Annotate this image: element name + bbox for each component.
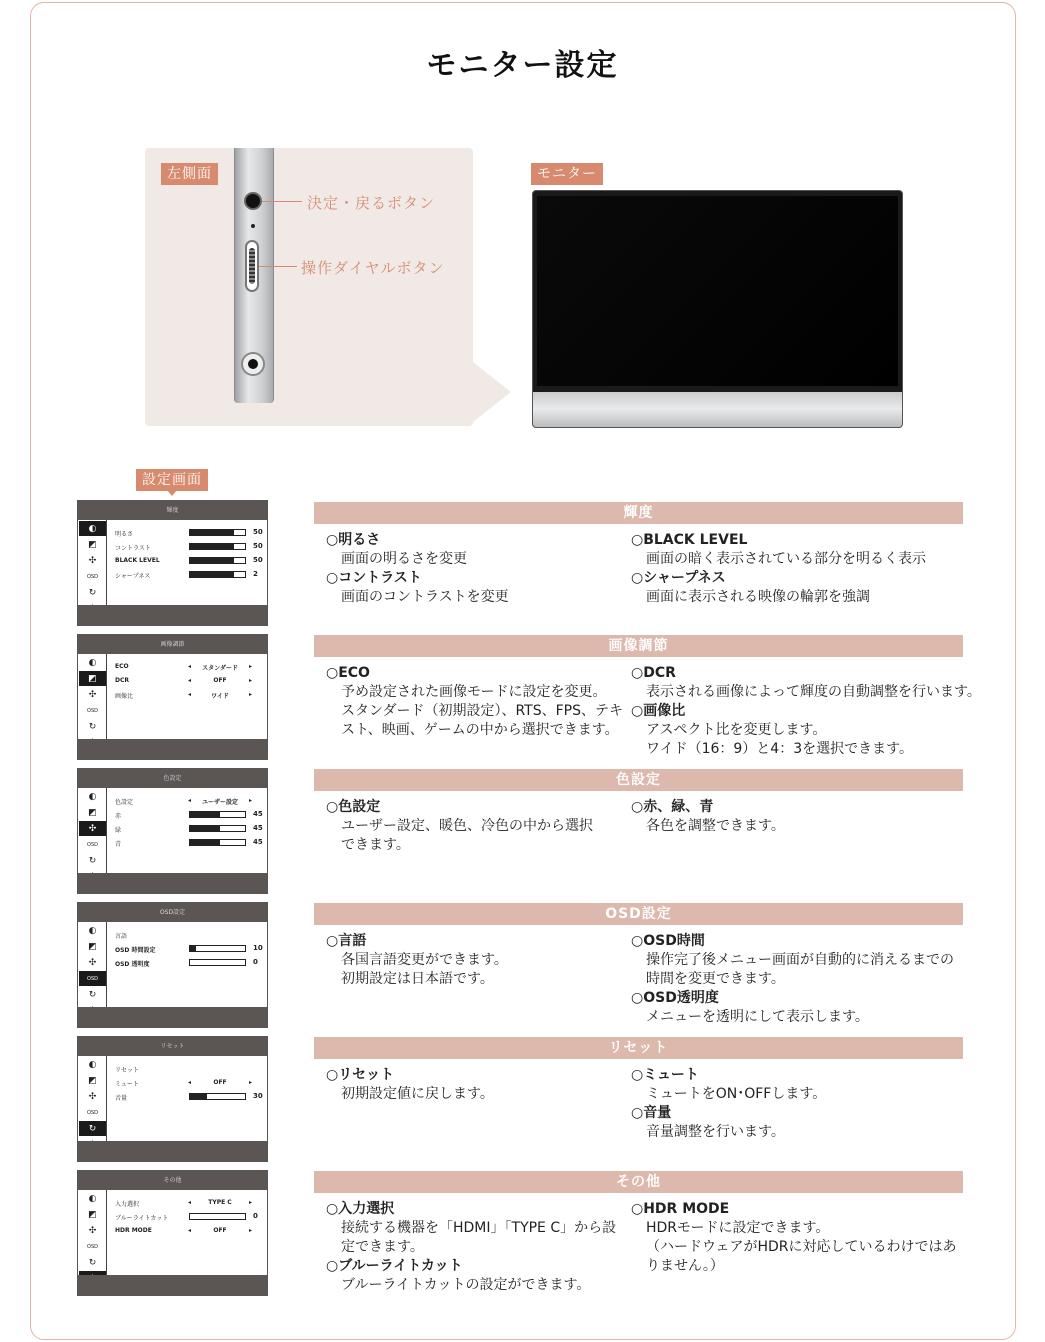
arrow-left-icon: ◂: [188, 1079, 192, 1086]
left-side-panel: [145, 148, 473, 426]
osd-icon-column: [78, 654, 107, 739]
osd-select: [188, 797, 252, 806]
osd-select: [188, 691, 252, 700]
osd-footer: [78, 1141, 267, 1161]
osd-row-label: ブルーライトカット: [115, 1215, 169, 1222]
dial-button-callout: 操作ダイヤルボタン: [301, 259, 445, 277]
osd-icon: OSD: [87, 573, 98, 580]
osd-select: [188, 1227, 252, 1234]
color-icon: ✣: [79, 821, 106, 836]
audio-jack: [241, 352, 265, 376]
setting-description: 音量調整を行います。: [646, 1124, 785, 1140]
osd-value: 45: [253, 824, 263, 832]
osd-footer: [78, 1007, 267, 1027]
setting-name: ○明るさ: [326, 532, 381, 548]
osd-icon-column: [78, 1190, 107, 1275]
osd-icon: OSD: [87, 707, 98, 714]
setting-description: ワイド（16：9）と4：3を選択できます。: [646, 741, 913, 757]
section-left-column: [326, 1066, 626, 1104]
osd-level-bar: [189, 825, 246, 832]
setting-name: ○ECO: [326, 665, 370, 681]
monitor-tag: モニター: [531, 163, 603, 185]
reset-icon: ↻: [88, 587, 97, 598]
setting-description: 定できます。: [341, 1239, 424, 1255]
osd-level-bar: [189, 839, 246, 846]
setting-description: 接続する機器を「HDMI」「TYPE C」から設: [341, 1220, 617, 1236]
color-icon: ✣: [88, 689, 97, 700]
osd-screenshot: [77, 768, 268, 894]
setting-name: ○画像比: [631, 703, 686, 719]
dial-button: [245, 240, 259, 292]
arrow-right-icon: ▸: [248, 663, 252, 670]
osd-value: 50: [253, 528, 263, 536]
osd-select-value: OFF: [213, 1227, 227, 1234]
setting-name: ○言語: [326, 933, 367, 949]
osd-level-fill: [190, 1094, 207, 1099]
osd-row-label: 明るさ: [115, 531, 134, 538]
setting-description: 表示される画像によって輝度の自動調整を行います。: [646, 684, 981, 700]
section-right-column: [631, 798, 981, 836]
osd-row-label: 色設定: [115, 799, 134, 806]
osd-row-label: DCR: [115, 677, 130, 684]
osd-select-value: OFF: [213, 677, 227, 684]
osd-title: 色設定: [78, 769, 267, 788]
setting-description: 予め設定された画像モードに設定を変更。: [341, 684, 607, 700]
image-icon: ◩: [88, 807, 97, 818]
osd-value: 2: [253, 570, 258, 578]
osd-select-value: TYPE C: [208, 1199, 232, 1206]
osd-select: [188, 1079, 252, 1086]
osd-value: 45: [253, 810, 263, 818]
osd-level-fill: [190, 840, 220, 845]
tag-pointer: [166, 489, 178, 496]
arrow-right-icon: ▸: [248, 1079, 252, 1086]
image-icon: ◩: [79, 671, 106, 686]
osd-level-bar: [189, 959, 246, 966]
osd-select-value: ワイド: [211, 693, 229, 700]
arrow-left-icon: ◂: [188, 677, 192, 684]
osd-level-bar: [189, 811, 246, 818]
osd-row-label: BLACK LEVEL: [115, 557, 160, 564]
setting-name: ○色設定: [326, 799, 381, 815]
brightness-icon: ◐: [88, 791, 97, 802]
osd-footer: [78, 739, 267, 759]
image-icon: ◩: [88, 941, 97, 952]
setting-description: りません。）: [646, 1258, 724, 1274]
setting-description: スタンダード（初期設定）、RTS、FPS、テキ: [341, 703, 623, 719]
monitor-illustration: [532, 190, 903, 428]
callout-line: [262, 201, 302, 202]
section-header: その他: [314, 1171, 963, 1193]
osd-level-bar: [189, 529, 246, 536]
page-title: モニター設定: [426, 48, 619, 83]
osd-level-fill: [190, 946, 196, 951]
osd-level-bar: [189, 1213, 246, 1220]
arrow-right-icon: ▸: [248, 691, 252, 698]
osd-level-bar: [189, 571, 246, 578]
setting-description: スト、映画、ゲームの中から選択できます。: [341, 722, 619, 738]
color-icon: ✣: [88, 555, 97, 566]
section-right-column: [631, 932, 981, 1027]
setting-description: 画面の暗く表示されている部分を明るく表示: [646, 551, 926, 567]
osd-row-label: OSD 透明度: [115, 961, 150, 968]
osd-icon-column: [78, 922, 107, 1007]
reset-icon: ↻: [88, 855, 97, 866]
section-left-column: [326, 1200, 626, 1295]
osd-row-label: 音量: [115, 1095, 128, 1102]
osd-row-label: 言語: [115, 933, 128, 940]
osd-row-label: 入力選択: [115, 1201, 140, 1208]
setting-name: ○ブルーライトカット: [326, 1258, 463, 1274]
callout-pointer: [473, 362, 511, 422]
setting-name: ○音量: [631, 1105, 672, 1121]
setting-name: ○OSD透明度: [631, 990, 719, 1006]
section-right-column: [631, 1200, 981, 1276]
monitor-screen: [537, 196, 898, 386]
color-icon: ✣: [88, 1091, 97, 1102]
osd-row-label: ECO: [115, 663, 129, 670]
osd-row-label: リセット: [115, 1067, 139, 1074]
arrow-right-icon: ▸: [248, 1227, 252, 1234]
osd-select-value: OFF: [213, 1079, 227, 1086]
reset-icon: ↻: [88, 1257, 97, 1268]
brightness-icon: ◐: [88, 1059, 97, 1070]
osd-row-label: HDR MODE: [115, 1227, 152, 1234]
section-header: 輝度: [314, 502, 963, 524]
settings-screen-tag: 設定画面: [136, 469, 208, 491]
setting-description: できます。: [341, 837, 410, 853]
osd-value: 0: [253, 1212, 258, 1220]
setting-description: （ハードウェアがHDRに対応しているわけではあ: [646, 1239, 957, 1255]
confirm-button: [244, 192, 262, 210]
section-left-column: [326, 932, 626, 989]
osd-select-value: スタンダード: [202, 665, 238, 672]
setting-name: ○入力選択: [326, 1201, 395, 1217]
section-header: 画像調節: [314, 635, 963, 657]
osd-icon-column: [78, 1056, 107, 1141]
color-icon: ✣: [88, 957, 97, 968]
setting-name: ○HDR MODE: [631, 1201, 730, 1217]
image-icon: ◩: [88, 1209, 97, 1220]
brightness-icon: ◐: [88, 925, 97, 936]
setting-description: アスペクト比を変更します。: [646, 722, 827, 738]
setting-description: HDRモードに設定できます。: [646, 1220, 830, 1236]
setting-description: ブルーライトカットの設定ができます。: [341, 1277, 591, 1293]
arrow-right-icon: ▸: [248, 1199, 252, 1206]
color-icon: ✣: [88, 1225, 97, 1236]
osd-screenshot: [77, 902, 268, 1028]
arrow-left-icon: ◂: [188, 1227, 192, 1234]
osd-select: [188, 663, 252, 672]
section-right-column: [631, 1066, 981, 1142]
setting-description: 初期設定は日本語です。: [341, 971, 494, 987]
osd-icon: OSD: [87, 1109, 98, 1116]
setting-description: ユーザー設定、暖色、冷色の中から選択: [341, 818, 593, 834]
osd-row-label: 赤: [115, 813, 122, 820]
section-left-column: [326, 798, 626, 855]
setting-description: 画面のコントラストを変更: [341, 589, 509, 605]
section-left-column: [326, 531, 626, 607]
osd-value: 10: [253, 944, 263, 952]
osd-icon-column: [78, 788, 107, 873]
callout-line: [259, 266, 297, 267]
section-header: 色設定: [314, 769, 963, 791]
osd-level-fill: [190, 572, 234, 577]
osd-row-label: ミュート: [115, 1081, 139, 1088]
osd-screenshot: [77, 1170, 268, 1296]
setting-name: ○BLACK LEVEL: [631, 532, 748, 548]
osd-footer: [78, 1275, 267, 1295]
osd-value: 45: [253, 838, 263, 846]
setting-description: 初期設定値に戻します。: [341, 1086, 494, 1102]
setting-description: 各色を調整できます。: [646, 818, 785, 834]
section-header: OSD設定: [314, 903, 963, 925]
osd-screenshot: [77, 634, 268, 760]
setting-name: ○シャープネス: [631, 570, 726, 586]
osd-value: 0: [253, 958, 258, 966]
section-right-column: [631, 531, 981, 607]
osd-footer: [78, 605, 267, 625]
section-right-column: [631, 664, 981, 759]
osd-level-bar: [189, 543, 246, 550]
left-side-tag: 左側面: [161, 163, 218, 185]
osd-level-fill: [190, 812, 220, 817]
osd-value: 50: [253, 542, 263, 550]
osd-icon: OSD: [87, 1243, 98, 1250]
osd-title: その他: [78, 1171, 267, 1190]
arrow-left-icon: ◂: [188, 691, 192, 698]
setting-description: 操作完了後メニュー画面が自動的に消えるまでの: [646, 952, 954, 968]
section-header: リセット: [314, 1037, 963, 1059]
osd-level-bar: [189, 1093, 246, 1100]
osd-icon: OSD: [79, 971, 106, 986]
osd-level-fill: [190, 826, 220, 831]
setting-name: ○赤、緑、青: [631, 799, 714, 815]
osd-title: リセット: [78, 1037, 267, 1056]
reset-icon: ↻: [88, 721, 97, 732]
setting-description: 時間を変更できます。: [646, 971, 785, 987]
osd-level-fill: [190, 530, 234, 535]
brightness-icon: ◐: [79, 521, 106, 536]
osd-title: 画像調節: [78, 635, 267, 654]
arrow-left-icon: ◂: [188, 663, 192, 670]
osd-screenshot: [77, 1036, 268, 1162]
osd-title: 輝度: [78, 501, 267, 520]
setting-name: ○OSD時間: [631, 933, 705, 949]
osd-row-label: コントラスト: [115, 545, 151, 552]
osd-row-label: OSD 時間設定: [115, 947, 156, 954]
osd-value: 50: [253, 556, 263, 564]
reset-icon: ↻: [79, 1121, 106, 1136]
image-icon: ◩: [88, 539, 97, 550]
arrow-right-icon: ▸: [248, 797, 252, 804]
osd-value: 30: [253, 1092, 263, 1100]
indicator-led: [251, 224, 255, 228]
osd-screenshot: [77, 500, 268, 626]
setting-description: 画面の明るさを変更: [341, 551, 467, 567]
arrow-right-icon: ▸: [248, 677, 252, 684]
osd-row-label: 青: [115, 841, 122, 848]
setting-name: ○コントラスト: [326, 570, 422, 586]
setting-name: ○ミュート: [631, 1067, 699, 1083]
setting-description: ミュートをON･OFFします。: [646, 1086, 827, 1102]
confirm-button-callout: 決定・戻るボタン: [307, 194, 436, 212]
osd-level-bar: [189, 557, 246, 564]
osd-level-fill: [190, 544, 234, 549]
setting-description: 各国言語変更ができます。: [341, 952, 508, 968]
osd-select: [188, 1199, 252, 1206]
monitor-bezel: [533, 392, 903, 428]
brightness-icon: ◐: [88, 1193, 97, 1204]
arrow-left-icon: ◂: [188, 797, 192, 804]
osd-title: OSD設定: [78, 903, 267, 922]
image-icon: ◩: [88, 1075, 97, 1086]
osd-level-fill: [190, 558, 234, 563]
osd-row-label: 緑: [115, 827, 122, 834]
arrow-left-icon: ◂: [188, 1199, 192, 1206]
setting-description: メニューを透明にして表示します。: [646, 1009, 869, 1025]
setting-description: 画面に表示される映像の輪郭を強調: [646, 589, 870, 605]
osd-select: [188, 677, 252, 684]
osd-footer: [78, 873, 267, 893]
osd-level-bar: [189, 945, 246, 952]
osd-row-label: シャープネス: [115, 573, 151, 580]
osd-icon: OSD: [87, 841, 98, 848]
setting-name: ○リセット: [326, 1067, 395, 1083]
reset-icon: ↻: [88, 989, 97, 1000]
osd-icon-column: [78, 520, 107, 605]
setting-name: ○DCR: [631, 665, 676, 681]
brightness-icon: ◐: [88, 657, 97, 668]
section-left-column: [326, 664, 626, 740]
osd-row-label: 画像比: [115, 693, 134, 700]
osd-select-value: ユーザー設定: [201, 799, 238, 806]
